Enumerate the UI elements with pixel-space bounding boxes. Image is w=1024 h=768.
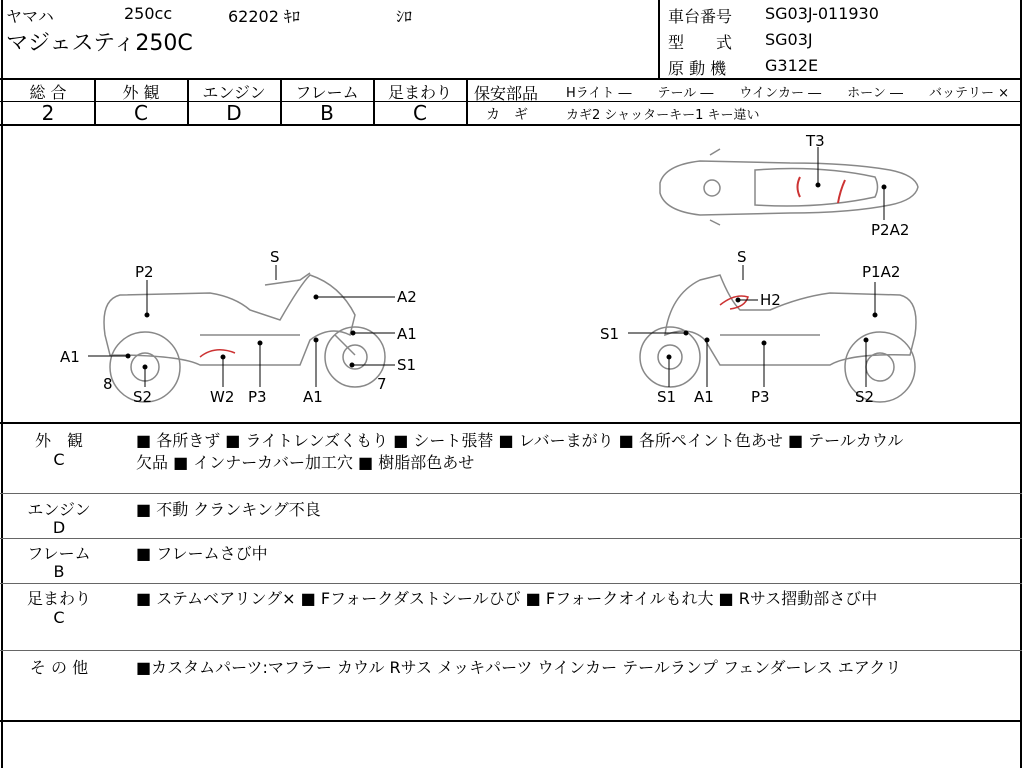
header-divider — [658, 0, 660, 78]
label-left-w2: W2 — [210, 388, 235, 406]
grade-total-label: 総 合 — [29, 83, 67, 102]
damage-mark-t3a — [798, 177, 801, 197]
scooter-top-view — [660, 149, 918, 225]
frame-no-label: 車台番号 — [668, 7, 733, 26]
grade-total-value: 2 — [41, 101, 55, 125]
border-right — [1020, 0, 1022, 768]
label-right-s2: S2 — [855, 388, 875, 406]
remark-other-label: そ の 他 — [29, 658, 89, 677]
grade-exterior-label: 外 観 — [122, 83, 160, 102]
label-top-p2a2: P2A2 — [871, 221, 910, 239]
type-value: SG03J — [765, 30, 813, 49]
label-left-7: 7 — [377, 375, 387, 393]
label-right-p3: P3 — [751, 388, 770, 406]
label-right-s1-lower: S1 — [657, 388, 677, 406]
safety-items: Hライト ― テール ― ウインカー ― ホーン ― バッテリー × — [566, 86, 1010, 101]
key-value: カギ2 シャッターキー1 キー違い — [566, 108, 760, 123]
damage-mark-t3b — [838, 180, 845, 203]
remark-frame-grade: B — [53, 562, 65, 581]
label-right-s1-upper: S1 — [600, 325, 620, 343]
label-left-a1-rear: A1 — [60, 348, 80, 366]
label-left-p2: P2 — [135, 263, 154, 281]
label-right-h2: H2 — [760, 291, 781, 309]
label-right-p1a2: P1A2 — [862, 263, 901, 281]
grade-suspension-value: C — [413, 101, 427, 125]
rule-3 — [0, 422, 1022, 424]
engine-value: G312E — [765, 56, 819, 75]
label-left-p3: P3 — [248, 388, 267, 406]
safety-label: 保安部品 — [474, 84, 539, 103]
remark-rule-3 — [0, 583, 1022, 584]
mileage: 62202 ｷﾛ — [228, 7, 300, 26]
label-right-s: S — [737, 248, 747, 266]
maker: ヤマハ — [6, 7, 54, 26]
remark-frame-label: フレーム — [27, 544, 91, 563]
model-name: マジェスティ250C — [6, 31, 193, 56]
remark-engine-text: ■ 不動 クランキング不良 — [136, 500, 321, 519]
remark-engine-grade: D — [52, 518, 66, 537]
label-left-s: S — [270, 248, 280, 266]
remark-rule-4 — [0, 650, 1022, 651]
grade-engine-label: エンジン — [202, 83, 266, 102]
color: ｼﾛ — [396, 7, 413, 26]
label-left-a1-upper: A1 — [397, 325, 417, 343]
grade-exterior-value: C — [134, 101, 148, 125]
remark-exterior-text: ■ 各所きず ■ ライトレンズくもり ■ シート張替 ■ レバーまがり ■ 各所ペイント色あせ ■ テールカウル — [136, 431, 904, 450]
label-left-8: 8 — [103, 375, 113, 393]
remark-engine-label: エンジン — [27, 500, 91, 519]
remark-rule-2 — [0, 538, 1022, 539]
label-left-a2: A2 — [397, 288, 417, 306]
label-top-t3: T3 — [806, 132, 825, 150]
grade-frame-label: フレーム — [295, 83, 359, 102]
label-right-a1: A1 — [694, 388, 714, 406]
remark-rule-1 — [0, 493, 1022, 494]
displacement: 250cc — [124, 4, 173, 23]
remark-suspension-text: ■ ステムベアリング× ■ Fフォークダストシールひび ■ Fフォークオイルもれ大 ■ Rサス摺動部さび中 — [136, 589, 878, 608]
remark-frame-text: ■ フレームさび中 — [136, 544, 268, 563]
grade-suspension-label: 足まわり — [387, 83, 452, 102]
label-left-a1-lower: A1 — [303, 388, 323, 406]
remark-exterior-grade: C — [53, 450, 65, 469]
damage-mark-w2 — [200, 350, 235, 357]
remark-suspension-grade: C — [53, 608, 65, 627]
remark-exterior-text-2: 欠品 ■ インナーカバー加工穴 ■ 樹脂部色あせ — [136, 453, 475, 472]
safety-mid-rule — [466, 101, 1022, 102]
label-left-s1: S1 — [397, 356, 417, 374]
damage-diagram — [0, 125, 1020, 421]
label-left-s2: S2 — [133, 388, 153, 406]
frame-no: SG03J-011930 — [765, 4, 879, 23]
remark-exterior-label: 外 観 — [34, 431, 83, 450]
remark-suspension-label: 足まわり — [26, 589, 91, 608]
rule-4 — [0, 720, 1022, 722]
grade-frame-value: B — [320, 101, 334, 125]
key-label: カ ギ — [486, 107, 528, 123]
scooter-left-side — [104, 273, 385, 402]
remark-other-text: ■カスタムパーツ:マフラー カウル Rサス メッキパーツ ウインカー テールランプ フェンダーレス エアクリ — [136, 658, 902, 677]
engine-label: 原 動 機 — [668, 59, 727, 78]
grade-engine-value: D — [226, 101, 242, 125]
type-label: 型 式 — [668, 33, 733, 52]
